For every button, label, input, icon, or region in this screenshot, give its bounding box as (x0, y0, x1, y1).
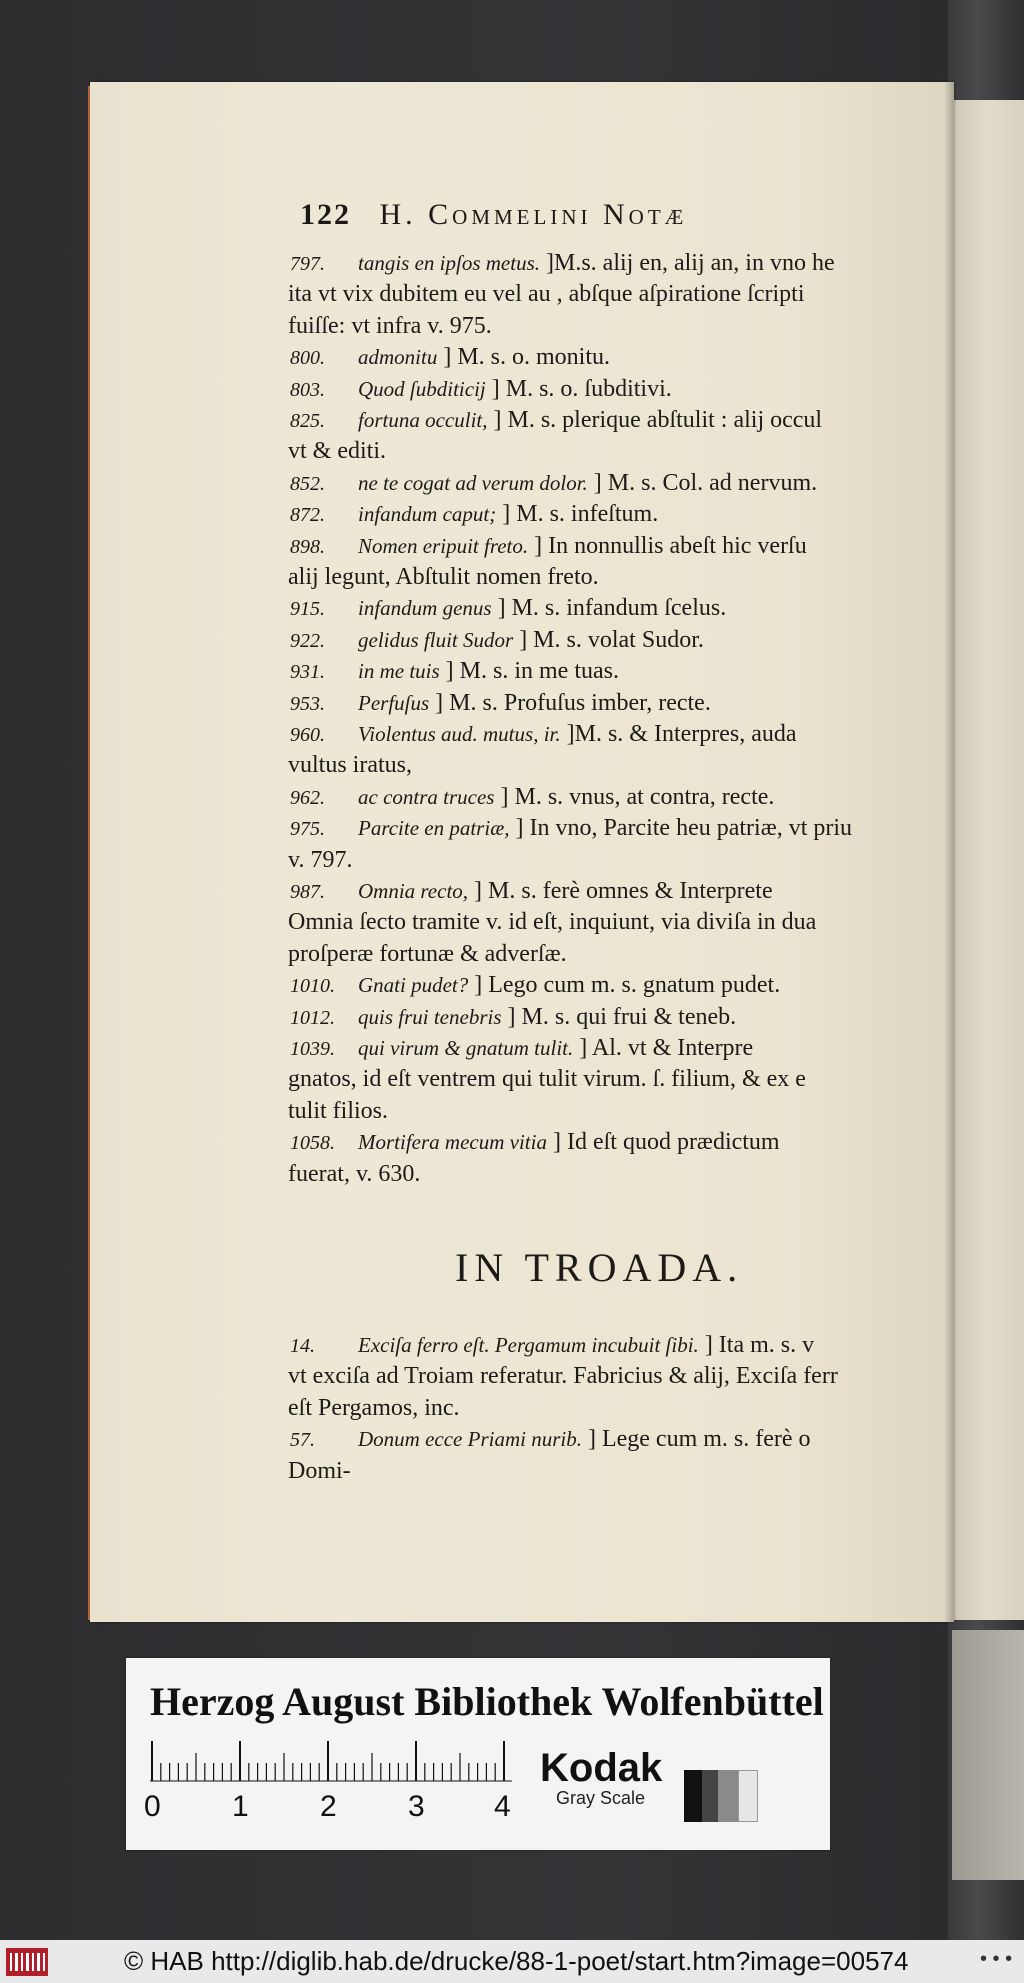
note-text: ] Id eſt quod prædictum (546, 1129, 780, 1156)
note-entry (290, 656, 950, 688)
lemma-text: Donum ecce Priami nurib. (358, 1427, 582, 1452)
ruler-scale (150, 1738, 512, 1782)
gray-scale-label: Gray Scale (556, 1788, 646, 1808)
note-continuation: fuiſſe: vt infra v. 975. (288, 312, 492, 339)
note-continuation: tulit filios. (288, 1097, 389, 1124)
note-entry (290, 970, 950, 1002)
note-text: ] M. s. in me tuas. (439, 658, 619, 685)
note-entry (290, 1330, 950, 1362)
verse-number: 960. (290, 724, 325, 746)
lemma-text: ac contra truces (358, 784, 495, 809)
note-entry (290, 625, 950, 657)
verse-number: 797. (290, 253, 325, 275)
verse-number: 987. (290, 881, 325, 903)
note-text: ] In vno, Parcite heu patriæ, vt priu (509, 815, 853, 842)
ruler-digit: 1 (232, 1790, 249, 1823)
gray-swatch-dark (702, 1770, 718, 1822)
hab-logo-icon[interactable] (6, 1948, 48, 1976)
facing-page-edge (952, 100, 1024, 1620)
lemma-text: ne te cogat ad verum dolor. (358, 470, 588, 495)
lemma-text: quis frui tenebris (358, 1004, 502, 1029)
verse-number: 1012. (290, 1006, 335, 1029)
note-text: ] Al. vt & Interpre (573, 1035, 754, 1061)
ruler-digit: 3 (408, 1790, 425, 1823)
verse-number: 922. (290, 629, 325, 652)
note-entry (290, 813, 950, 845)
footer-copyright-link[interactable]: © HAB http://diglib.hab.de/drucke/88-1-poet/start.htm?image=00574 (124, 1946, 909, 1976)
page-number: 122 (300, 198, 351, 231)
lemma-text: Perfuſus (358, 690, 430, 715)
lemma-text: in me tuis (358, 659, 440, 684)
ruler-digits (140, 1790, 520, 1830)
note-text: ] M. s. plerique abſtulit : alij occul (487, 407, 823, 433)
note-entry (290, 342, 950, 374)
note-text: ] M. s. o. monitu. (437, 344, 611, 371)
lemma-text: infandum genus (358, 596, 492, 621)
note-entry (290, 405, 950, 437)
lemma-text: qui virum & gnatum tulit. (358, 1036, 574, 1060)
verse-number: 14. (290, 1335, 315, 1357)
verse-number: 803. (290, 378, 325, 401)
running-head-title: H. Commelini Notæ (379, 198, 688, 231)
note-continuation: eſt Pergamos, inc. (288, 1394, 460, 1421)
ruler-digit: 0 (144, 1790, 161, 1823)
lemma-text: Mortifera mecum vitia (358, 1130, 547, 1155)
note-entry (290, 531, 950, 563)
note-entry (290, 1127, 950, 1159)
note-continuation: v. 797. (288, 846, 353, 873)
verse-number: 57. (290, 1429, 315, 1452)
running-header (300, 198, 860, 232)
note-text: ] M. s. Profuſus imber, recte. (429, 689, 711, 716)
verse-number: 1039. (290, 1038, 335, 1060)
verse-number: 962. (290, 786, 325, 809)
note-entry (290, 688, 950, 720)
note-text: ] M. s. vnus, at contra, recte. (494, 783, 775, 810)
note-text: ] M. s. o. ſubditivi. (485, 375, 672, 402)
lemma-text: tangis en ipſos metus. (358, 251, 540, 275)
note-text: ]M. s. & Interpres, auda (560, 721, 797, 747)
lemma-text: admonitu (358, 345, 438, 370)
note-entry (290, 374, 950, 406)
note-text: ] M. s. Col. ad nervum. (587, 469, 818, 496)
note-entry (290, 876, 950, 908)
note-text: ] In nonnullis abeſt hic verſu (528, 532, 807, 559)
note-continuation: gnatos, id eſt ventrem qui tulit virum. ſ. filium, & ex e (288, 1066, 806, 1093)
lemma-text: infandum caput; (358, 502, 497, 527)
note-text: ] Lege cum m. s. ferè o (581, 1426, 811, 1453)
verse-number: 898. (290, 535, 325, 558)
verse-number: 872. (290, 504, 325, 527)
verse-number: 953. (290, 692, 325, 715)
note-entry (290, 782, 950, 814)
facing-page-lower (952, 1630, 1024, 1880)
note-entry (290, 593, 950, 625)
more-icon[interactable]: • • • (980, 1948, 1013, 1970)
note-entry (290, 719, 950, 751)
note-text: ] Lego cum m. s. gnatum pudet. (468, 972, 781, 999)
verse-number: 915. (290, 598, 325, 621)
verse-number: 800. (290, 347, 325, 370)
note-text: ] M. s. qui frui & teneb. (501, 1003, 737, 1030)
verse-number: 1010. (290, 975, 335, 998)
kodak-logo: Kodak (540, 1746, 663, 1790)
lemma-text: Violentus aud. mutus, ir. (358, 722, 561, 746)
note-entry (290, 1424, 950, 1456)
note-text: ] M. s. ferè omnes & Interprete (468, 878, 773, 904)
note-text: ]M.s. alij en, alij an, in vno he (540, 250, 835, 276)
note-continuation: Domi- (288, 1457, 351, 1484)
lemma-text: gelidus fluit Sudor (358, 627, 514, 652)
lemma-text: Gnati pudet? (358, 973, 469, 998)
note-continuation: fuerat, v. 630. (288, 1160, 421, 1187)
note-continuation: vultus iratus, (288, 752, 412, 779)
note-continuation: Omnia ſecto tramite v. id eſt, inquiunt, via diviſa in dua (288, 909, 817, 936)
verse-number: 825. (290, 410, 325, 432)
note-continuation: ita vt vix dubitem eu vel au , abſque aſpiratione ſcripti (288, 281, 805, 308)
gray-swatch-light (738, 1770, 758, 1822)
note-continuation: vt & editi. (288, 438, 386, 465)
note-entry (290, 1002, 950, 1034)
verse-number: 852. (290, 472, 325, 495)
lemma-text: Omnia recto, (358, 879, 469, 903)
note-continuation: alij legunt, Abſtulit nomen freto. (288, 564, 599, 590)
note-entry (290, 248, 950, 280)
lemma-text: Quod ſubditicij (358, 376, 486, 401)
lemma-text: Exciſa ferro eſt. Pergamum incubuit ſibi. (358, 1333, 699, 1357)
note-text: ] M. s. volat Sudor. (513, 626, 704, 653)
verse-number: 975. (290, 818, 325, 841)
gray-swatch-mid (718, 1770, 738, 1822)
note-entry (290, 1033, 950, 1065)
note-text: ] Ita m. s. v (698, 1332, 815, 1358)
note-entry (290, 499, 950, 531)
note-text: ] M. s. infandum ſcelus. (491, 595, 727, 622)
lemma-text: Nomen eripuit freto. (358, 533, 529, 558)
ruler-digit: 2 (320, 1790, 337, 1823)
lemma-text: fortuna occulit, (358, 408, 488, 432)
note-continuation: proſperæ fortunæ & adverſæ. (288, 940, 567, 967)
ruler-digit: 4 (494, 1790, 511, 1823)
lemma-text: Parcite en patriæ, (358, 816, 510, 841)
verse-number: 1058. (290, 1132, 335, 1155)
gray-swatch-black (684, 1770, 702, 1822)
verse-number: 931. (290, 661, 325, 684)
note-entry (290, 468, 950, 500)
library-name: Herzog August Bibliothek Wolfenbüttel (150, 1679, 824, 1724)
section-title: IN TROADA. (455, 1245, 744, 1290)
note-continuation: vt exciſa ad Troiam referatur. Fabricius & alij, Exciſa ferr (288, 1363, 838, 1390)
note-text: ] M. s. infeſtum. (496, 501, 659, 528)
